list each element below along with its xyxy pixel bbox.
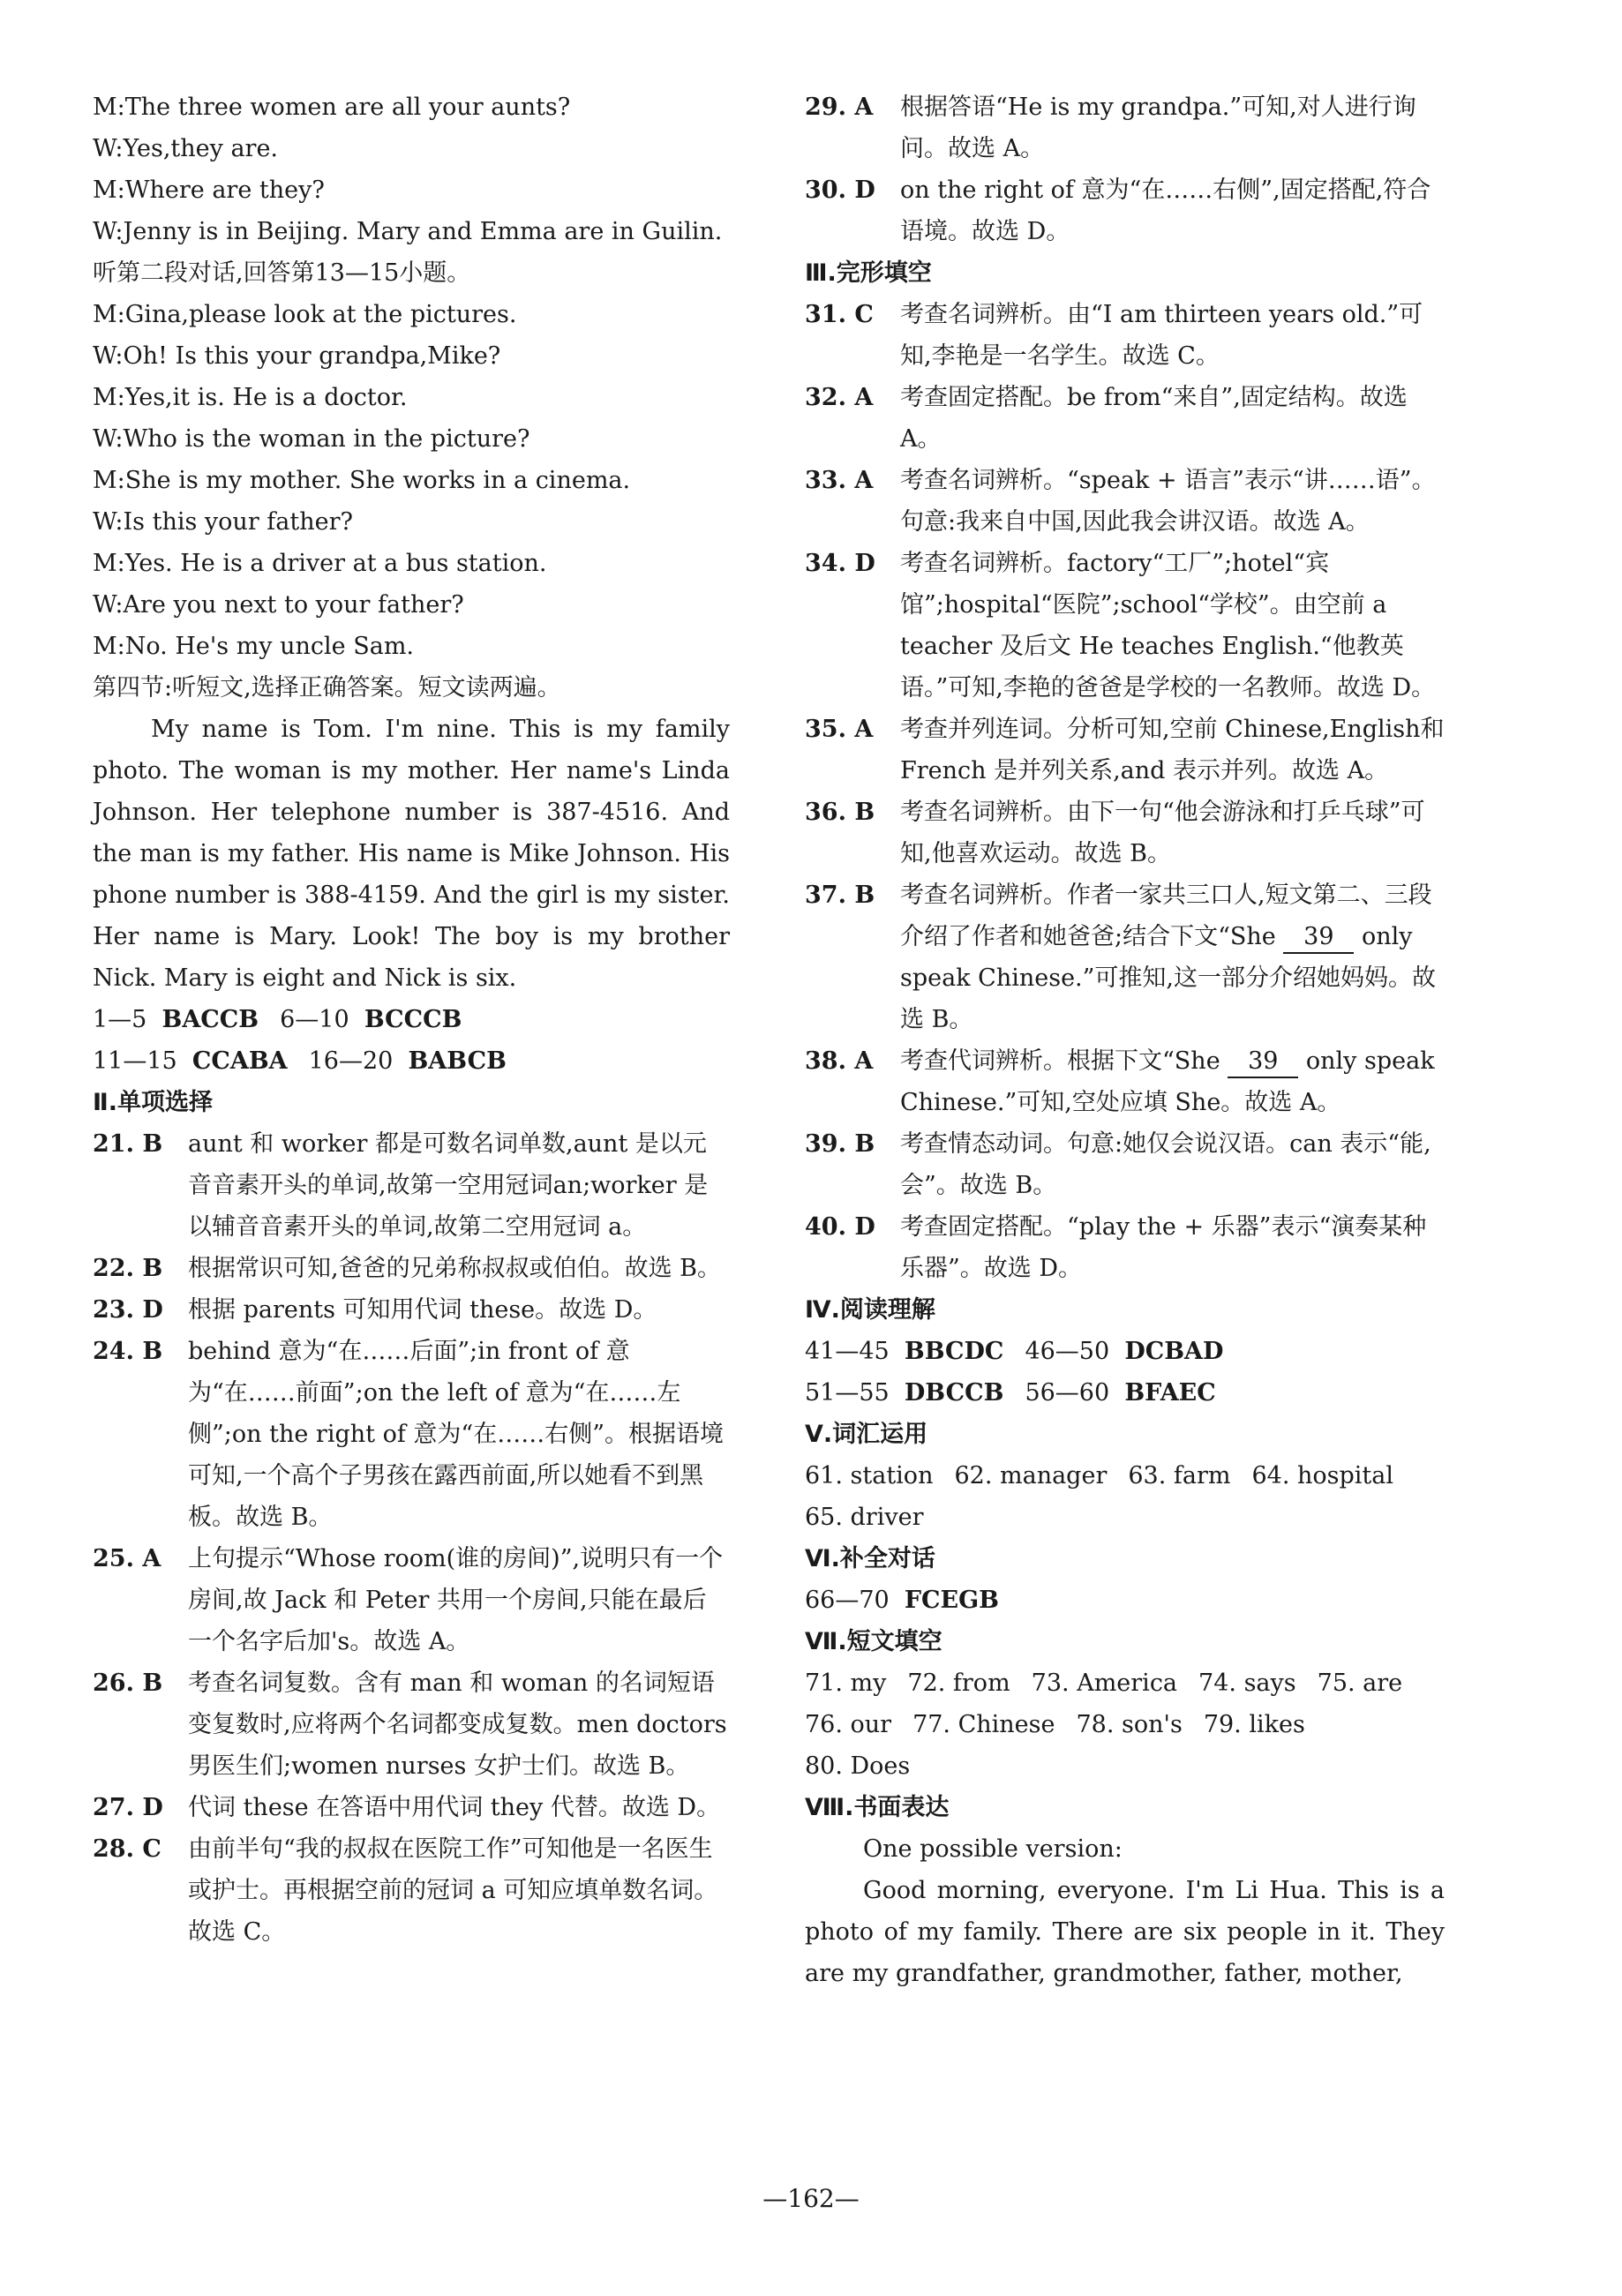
- answer-row: 66—70 FCEGB: [805, 1587, 1000, 1614]
- dialog-line: M:Yes,it is. He is a doctor.: [93, 384, 408, 411]
- section-title: Ⅲ.完形填空: [805, 259, 932, 287]
- section4-listening-title: 第四节:听短文,选择正确答案。短文读两遍。: [93, 674, 561, 702]
- answer-item: 31. C 考查名词辨析。由“I am thirteen years old.”可知,李艳是一名学生。故选 C。: [805, 301, 1423, 370]
- section-title: Ⅱ.单项选择: [93, 1089, 214, 1116]
- answer-item: 23. D 根据 parents 可知用代词 these。故选 D。: [93, 1296, 657, 1324]
- dialog1: [93, 86, 730, 252]
- dialog-line: W:Yes,they are.: [93, 135, 279, 162]
- answer-item: 27. D 代词 these 在答语中用代词 they 代替。故选 D。: [93, 1794, 721, 1821]
- right-column: [805, 86, 1445, 1994]
- left-column: [93, 86, 730, 1953]
- answer-item: 28. C 由前半句“我的叔叔在医院工作”可知他是一名医生或护士。再根据空前的冠词 a 可知应填单数名词。故选 C。: [93, 1835, 718, 1946]
- answer-item: 22. B 根据常识可知,爸爸的兄弟称叔叔或伯伯。故选 B。: [93, 1255, 722, 1282]
- dialog-line: M:Gina,please look at the pictures.: [93, 301, 517, 328]
- answer-row: 1—5 BACCB 6—10 BCCCB: [93, 1006, 462, 1033]
- answer-item: 29. A 根据答语“He is my grandpa.”可知,对人进行询问。故选 A。: [805, 94, 1416, 162]
- answer-item: 25. A 上句提示“Whose room(谁的房间)”,说明只有一个房间,故 Jack 和 Peter 共用一个房间,只能在最后一个名字后加's。故选 A。: [93, 1545, 724, 1655]
- section-title: Ⅷ.书面表达: [805, 1794, 950, 1821]
- answer-item: 33. A 考查名词辨析。“speak + 语言”表示“讲……语”。句意:我来自中国,因此我会讲汉语。故选 A。: [805, 467, 1436, 536]
- dialog-line: M:Where are they?: [93, 176, 325, 204]
- vocab-answers: 65. driver: [805, 1504, 924, 1531]
- fill-answers: 76. our 77. Chinese 78. son's 79. likes: [805, 1711, 1305, 1738]
- dialog2-title: 听第二段对话,回答第13—15小题。: [93, 259, 471, 287]
- dialog2: [93, 294, 730, 667]
- answer-item: 35. A 考查并列连词。分析可知,空前 Chinese,English和 French 是并列关系,and 表示并列。故选 A。: [805, 716, 1445, 784]
- fill-blank: 39: [1283, 922, 1354, 954]
- section-title: Ⅳ.阅读理解: [805, 1296, 935, 1324]
- dialog-line: W:Jenny is in Beijing. Mary and Emma are in Guilin.: [93, 218, 723, 245]
- answer-item: 38. A 考查代词辨析。根据下文“She 39 only speak Chinese.”可知,空处应填 She。故选 A。: [805, 1047, 1435, 1116]
- answer-item: 30. D on the right of 意为“在……右侧”,固定搭配,符合语境。故选 D。: [805, 176, 1431, 245]
- answer-item: 32. A 考查固定搭配。be from“来自”,固定结构。故选 A。: [805, 384, 1408, 453]
- dialog-line: M:She is my mother. She works in a cinema.: [93, 467, 631, 494]
- listening-passage: My name is Tom. I'm nine. This is my family photo. The woman is my mother. Her name's Linda Johnson. Her telephone number is 387-4516. And the man is my father. His name is Mike Johnson. His phone number is 388-4159. And the girl is my sister. Her name is Mary. Look! The boy is my brother Nick. Mary is eight and Nick is six.: [93, 716, 730, 992]
- answer-item: 37. B 考查名词辨析。作者一家共三口人,短文第二、三段介绍了作者和她爸爸;结合下文“She 39 only speak Chinese.”可推知,这一部分介绍她妈妈。故选 B。: [805, 882, 1437, 1033]
- answer-item: 39. B 考查情态动词。句意:她仅会说汉语。can 表示“能,会”。故选 B。: [805, 1130, 1431, 1199]
- dialog-line: M:The three women are all your aunts?: [93, 94, 571, 121]
- dialog-line: W:Is this your father?: [93, 508, 353, 536]
- section-title: Ⅶ.短文填空: [805, 1628, 942, 1655]
- fill-answers: 80. Does: [805, 1752, 911, 1780]
- answer-item: 24. B behind 意为“在……后面”;in front of 意为“在……前面”;on the left of 意为“在……左侧”;on the right of 意为“在……右侧”。根据语境可知,一个高个子男孩在露西前面,所以她看不到黑板。故选 B。: [93, 1338, 725, 1531]
- answer-row: 41—45 BBCDC 46—50 DCBAD: [805, 1338, 1224, 1365]
- fill-blank: 39: [1228, 1047, 1298, 1078]
- fill-answers: 71. my 72. from 73. America 74. says 75. are: [805, 1669, 1403, 1697]
- section-title: Ⅵ.补全对话: [805, 1545, 935, 1572]
- answer-item: 34. D 考查名词辨析。factory“工厂”;hotel“宾馆”;hospital“医院”;school“学校”。由空前 a teacher 及后文 He teaches English.“他教英语。”可知,李艳的爸爸是学校的一名教师。故选 D。: [805, 550, 1436, 702]
- dialog-line: W:Are you next to your father?: [93, 591, 464, 619]
- answer-row: 11—15 CCABA 16—20 BABCB: [93, 1047, 507, 1075]
- answer-row: 51—55 DBCCB 56—60 BFAEC: [805, 1379, 1216, 1407]
- dialog-line: W:Oh! Is this your grandpa,Mike?: [93, 342, 501, 370]
- sample-essay: Good morning, everyone. I'm Li Hua. This is a photo of my family. There are six people in it. They are my grandfather, grandmother, father, mother,: [805, 1877, 1445, 1987]
- section-title: Ⅴ.词汇运用: [805, 1421, 928, 1448]
- answer-item: 26. B 考查名词复数。含有 man 和 woman 的名词短语变复数时,应将两个名词都变成复数。men doctors 男医生们;women nurses 女护士们。故选 B。: [93, 1669, 727, 1780]
- page-number: —162—: [762, 2184, 860, 2213]
- vocab-answers: 61. station 62. manager 63. farm 64. hospital: [805, 1462, 1394, 1489]
- answer-item: 21. B aunt 和 worker 都是可数名词单数,aunt 是以元音音素开头的单词,故第一空用冠词an;worker 是以辅音音素开头的单词,故第二空用冠词 a。: [93, 1130, 709, 1241]
- answer-item: 40. D 考查固定搭配。“play the + 乐器”表示“演奏某种乐器”。故选 D。: [805, 1213, 1427, 1282]
- answer-item: 36. B 考查名词辨析。由下一句“他会游泳和打乒乓球”可知,他喜欢运动。故选 B。: [805, 799, 1425, 867]
- version-label: One possible version:: [863, 1835, 1123, 1863]
- dialog-line: M:No. He's my uncle Sam.: [93, 633, 415, 660]
- dialog-line: M:Yes. He is a driver at a bus station.: [93, 550, 547, 577]
- dialog-line: W:Who is the woman in the picture?: [93, 425, 530, 453]
